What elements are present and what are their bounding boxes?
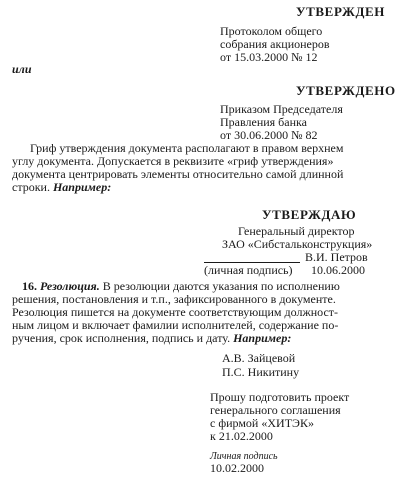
example-label: Например: <box>233 331 292 345</box>
section-text: В резолюции даются указания по исполнению <box>102 279 340 293</box>
resolution-line: генерального соглашения <box>210 403 341 417</box>
stamp1-heading: УТВЕРЖДЕН <box>296 4 386 19</box>
section-title: Резолюция. <box>40 279 100 293</box>
section-last-line <box>12 332 398 345</box>
section-text: ручения, срок исполнения, подпись и дату. <box>12 331 231 345</box>
paragraph-text: строки. <box>12 180 50 194</box>
section-line: решения, постановления и т.п., зафиксированного в документе. <box>12 292 336 306</box>
example-label: Например: <box>52 180 112 194</box>
signer-name: В.И. Петров <box>305 250 368 264</box>
resolution-date: 10.02.2000 <box>210 461 264 475</box>
or-label: или <box>12 62 32 76</box>
stamp3-heading: УТВЕРЖДАЮ <box>262 207 357 222</box>
stamp1-line: от 15.03.2000 № 12 <box>220 50 318 64</box>
section-line: ным лицом и включает фамилии исполнителей, содержание по- <box>12 318 339 332</box>
stamp2-line: Приказом Председателя <box>220 102 343 116</box>
section-number: 16. <box>22 279 37 293</box>
paragraph-line: документа центрировать элементы относительно самой длинной <box>12 167 344 181</box>
stamp2-heading: УТВЕРЖДЕНО <box>296 83 396 98</box>
stamp1-line: собрания акционеров <box>220 37 330 51</box>
paragraph-last-line <box>12 181 398 194</box>
resolution-section <box>12 280 398 345</box>
stamp3-line: ЗАО «Сибстальконструкция» <box>222 237 373 251</box>
approval-stamp-paragraph <box>12 142 398 194</box>
stamp2-line: Правления банка <box>220 115 308 129</box>
resolution-line: с фирмой «ХИТЭК» <box>210 416 314 430</box>
resolution-line: Прошу подготовить проект <box>210 390 350 404</box>
paragraph-line: Гриф утверждения документа располагают в правом верхнем <box>30 141 344 155</box>
addressee: А.В. Зайцевой <box>222 351 296 365</box>
resolution-line: к 21.02.2000 <box>210 429 273 443</box>
approval-date: 10.06.2000 <box>311 263 365 277</box>
section-line: Резолюция пишется на документе соответствующим должност- <box>12 305 339 319</box>
stamp2-line: от 30.06.2000 № 82 <box>220 128 318 142</box>
paragraph-line: углу документа. Допускается в реквизите «гриф утверждения» <box>12 154 334 168</box>
addressee: П.С. Никитину <box>222 365 300 379</box>
signature-caption: (личная подпись) <box>204 263 293 277</box>
stamp1-line: Протоколом общего <box>220 24 323 38</box>
resolution-signature-caption: Личная подпись <box>210 451 278 462</box>
stamp3-line: Генеральный директор <box>238 224 355 238</box>
